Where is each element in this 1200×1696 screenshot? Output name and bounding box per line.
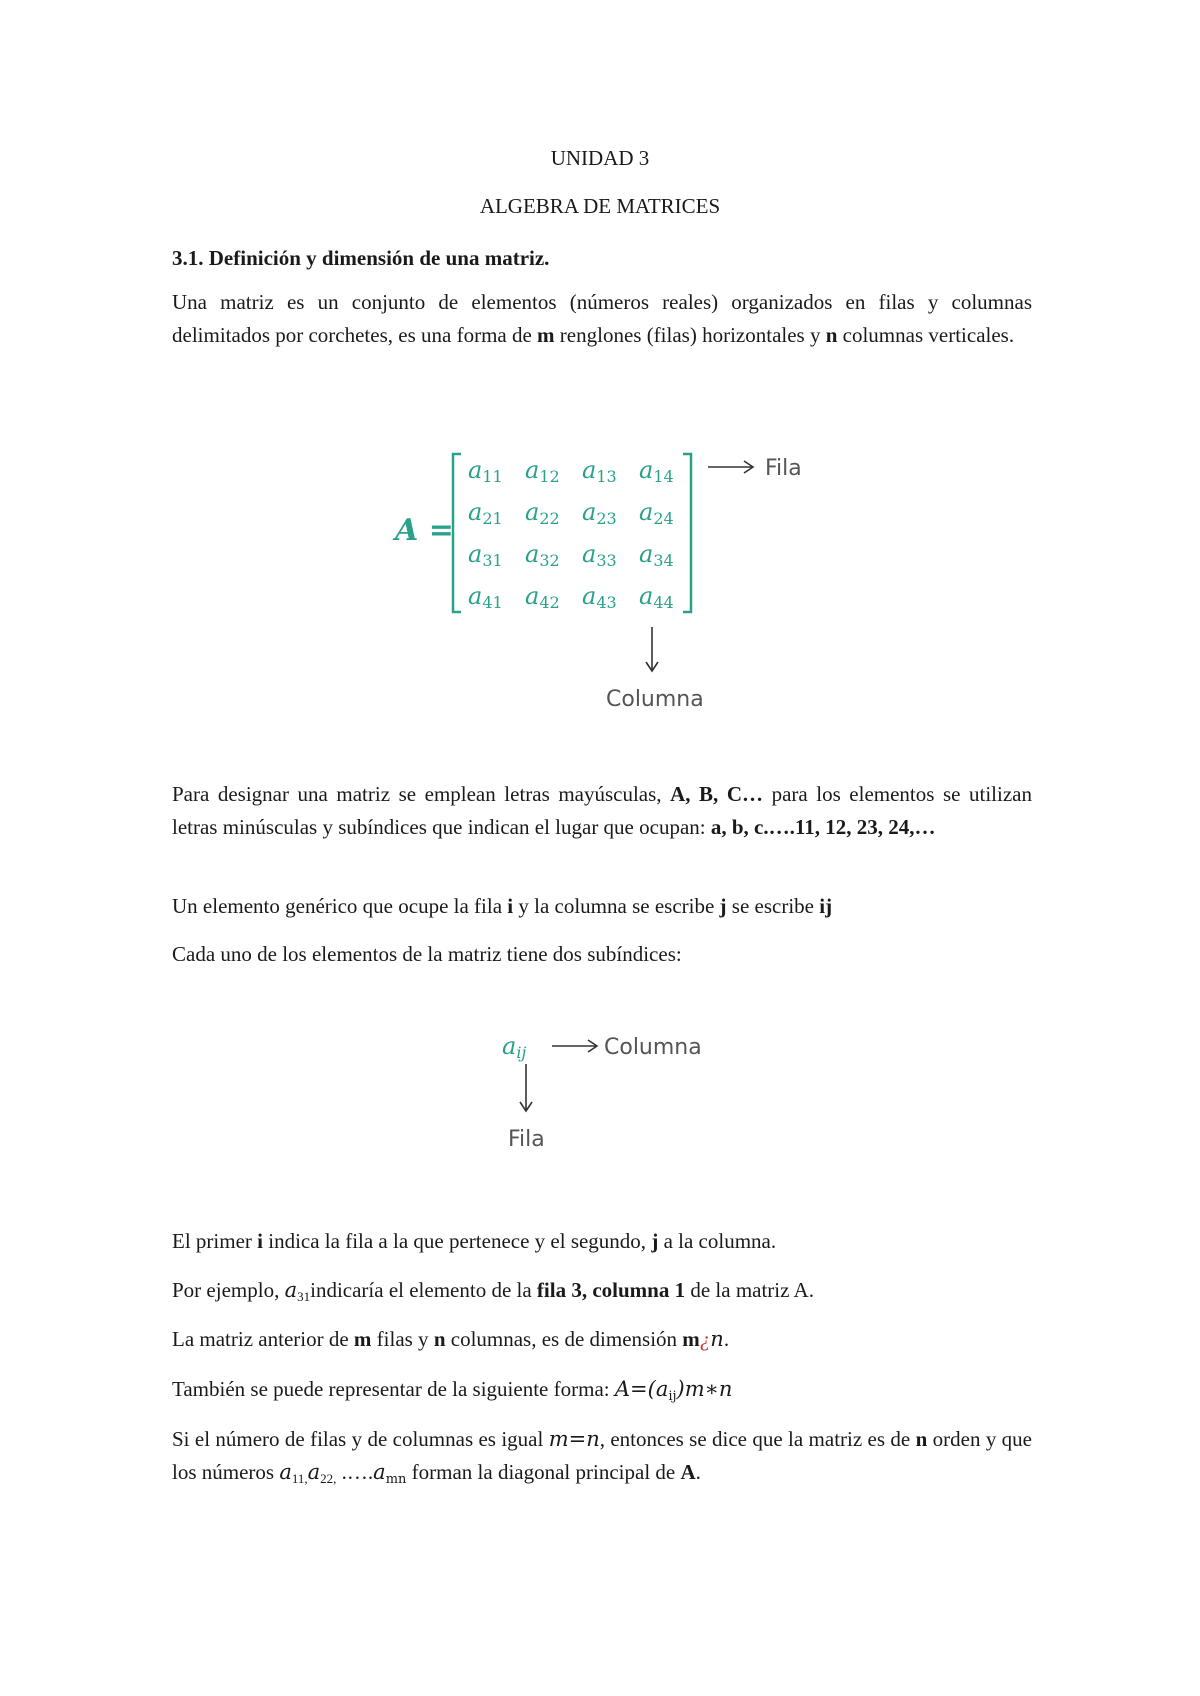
unit-title: UNIDAD 3 — [550, 146, 650, 170]
matrix-cell: a34 — [639, 540, 674, 570]
aij-row-label: Fila — [508, 1127, 545, 1152]
matrix-cell: a13 — [582, 456, 617, 486]
generic-element-paragraph: Un elemento genérico que ocupe la fila i y la columna se escribe j se escribe ij — [172, 894, 833, 918]
matrix-figure — [380, 440, 840, 720]
matrix-cell: a42 — [525, 582, 560, 612]
aij-col-label: Columna — [604, 1035, 702, 1060]
subindices-paragraph: Cada uno de los elementos de la matriz tiene dos subíndices: — [172, 942, 682, 966]
matrix-cell: a11 — [468, 456, 503, 486]
matrix-cell: a43 — [582, 582, 617, 612]
right-bracket — [683, 454, 691, 612]
representation-paragraph: También se puede representar de la siguiente forma: $A=(a_{ij})m∗n$ — [172, 1377, 733, 1404]
row-label: Fila — [765, 456, 802, 481]
matrix-cell: a41 — [468, 582, 503, 612]
matrix-cell: a24 — [639, 498, 674, 528]
notation-paragraph: Para designar una matriz se emplean letras mayúsculas, A, B, C… para los elementos se utilizan letras minúsculas y subíndices que indican el lugar que ocupan: a, b, c.….11, 12, 23, 24,… — [172, 782, 1032, 839]
matrix-label: A = — [395, 513, 454, 548]
matrix-cell: a31 — [468, 540, 503, 570]
chapter-title: ALGEBRA DE MATRICES — [479, 194, 721, 218]
matrix-cell: a23 — [582, 498, 617, 528]
matrix-cell: a33 — [582, 540, 617, 570]
matrix-cell: a44 — [639, 582, 674, 612]
diagonal-paragraph: Si el número de filas y de columnas es igual m=n, entonces se dice que la matriz es de n orden y que los números $a_{11,}a_{22,}$ $.\dots.a_{mn}$ forman la diagonal principal de A. — [172, 1427, 1032, 1487]
matrix-cell: a12 — [525, 456, 560, 486]
aij-symbol: aij — [502, 1032, 527, 1062]
left-bracket — [453, 454, 461, 612]
aij-figure — [490, 1020, 730, 1160]
matrix-cell: a32 — [525, 540, 560, 570]
section-heading: 3.1. Definición y dimensión de una matriz. — [172, 246, 550, 270]
matrix-cell: a21 — [468, 498, 503, 528]
definition-paragraph: Una matriz es un conjunto de elementos (números reales) organizados en filas y columnas delimitados por corchetes, es una forma de m renglones (filas) horizontales y n columnas verticales. — [172, 290, 1032, 347]
matrix-cell: a22 — [525, 498, 560, 528]
matrix-cell: a14 — [639, 456, 674, 486]
dimension-paragraph: La matriz anterior de m filas y n columnas, es de dimensión m¿n. — [172, 1327, 730, 1351]
col-label: Columna — [606, 687, 704, 712]
example-paragraph: Por ejemplo, $a_{31}indicaría$ el elemento de la fila 3, columna 1 de la matriz A. — [172, 1278, 814, 1304]
first-index-paragraph: El primer i indica la fila a la que pertenece y el segundo, j a la columna. — [172, 1229, 777, 1253]
